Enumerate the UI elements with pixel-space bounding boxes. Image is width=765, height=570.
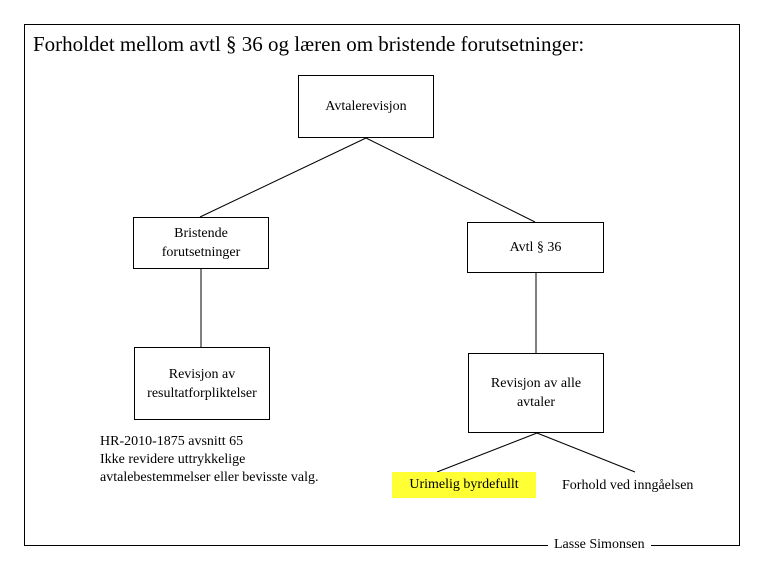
connector-root-left xyxy=(200,138,366,217)
connector-right-child-left xyxy=(437,433,537,472)
leaf-urimelig-byrdefullt: Urimelig byrdefullt xyxy=(392,472,536,498)
case-reference-note xyxy=(100,433,318,487)
node-revisjon-right-line1: Revisjon av alle xyxy=(490,376,582,391)
node-avtl-36-label: Avtl § 36 xyxy=(509,240,562,255)
node-avtalerevisjon-label: Avtalerevisjon xyxy=(325,99,407,114)
diagram-title: Forholdet mellom avtl § 36 og læren om bristende forutsetninger: xyxy=(33,32,585,56)
node-revisjon-resultatforpliktelser xyxy=(134,347,270,420)
note-line3: avtalebestemmelser eller bevisste valg. xyxy=(100,470,319,485)
node-bristende-line2: forutsetninger xyxy=(161,245,241,260)
node-avtalerevisjon xyxy=(298,75,434,138)
node-avtl-36 xyxy=(467,222,604,273)
note-line1: HR-2010-1875 avsnitt 65 xyxy=(100,434,244,449)
leaf-forhold-ved-inngaaelsen: Forhold ved inngåelsen xyxy=(562,478,694,493)
author-signature: Lasse Simonsen xyxy=(548,536,651,554)
connector-right-child-right xyxy=(537,433,635,472)
node-revisjon-left-line2: resultatforpliktelser xyxy=(147,385,257,401)
node-bristende-forutsetninger xyxy=(133,217,269,269)
node-revisjon-left-line1: Revisjon av xyxy=(168,366,236,382)
node-bristende-line1: Bristende xyxy=(174,226,228,241)
connector-root-right xyxy=(366,138,535,222)
note-line2: Ikke revidere uttrykkelige xyxy=(100,452,246,467)
node-revisjon-right-line2: avtaler xyxy=(516,395,556,410)
node-revisjon-alle-avtaler xyxy=(468,353,604,433)
